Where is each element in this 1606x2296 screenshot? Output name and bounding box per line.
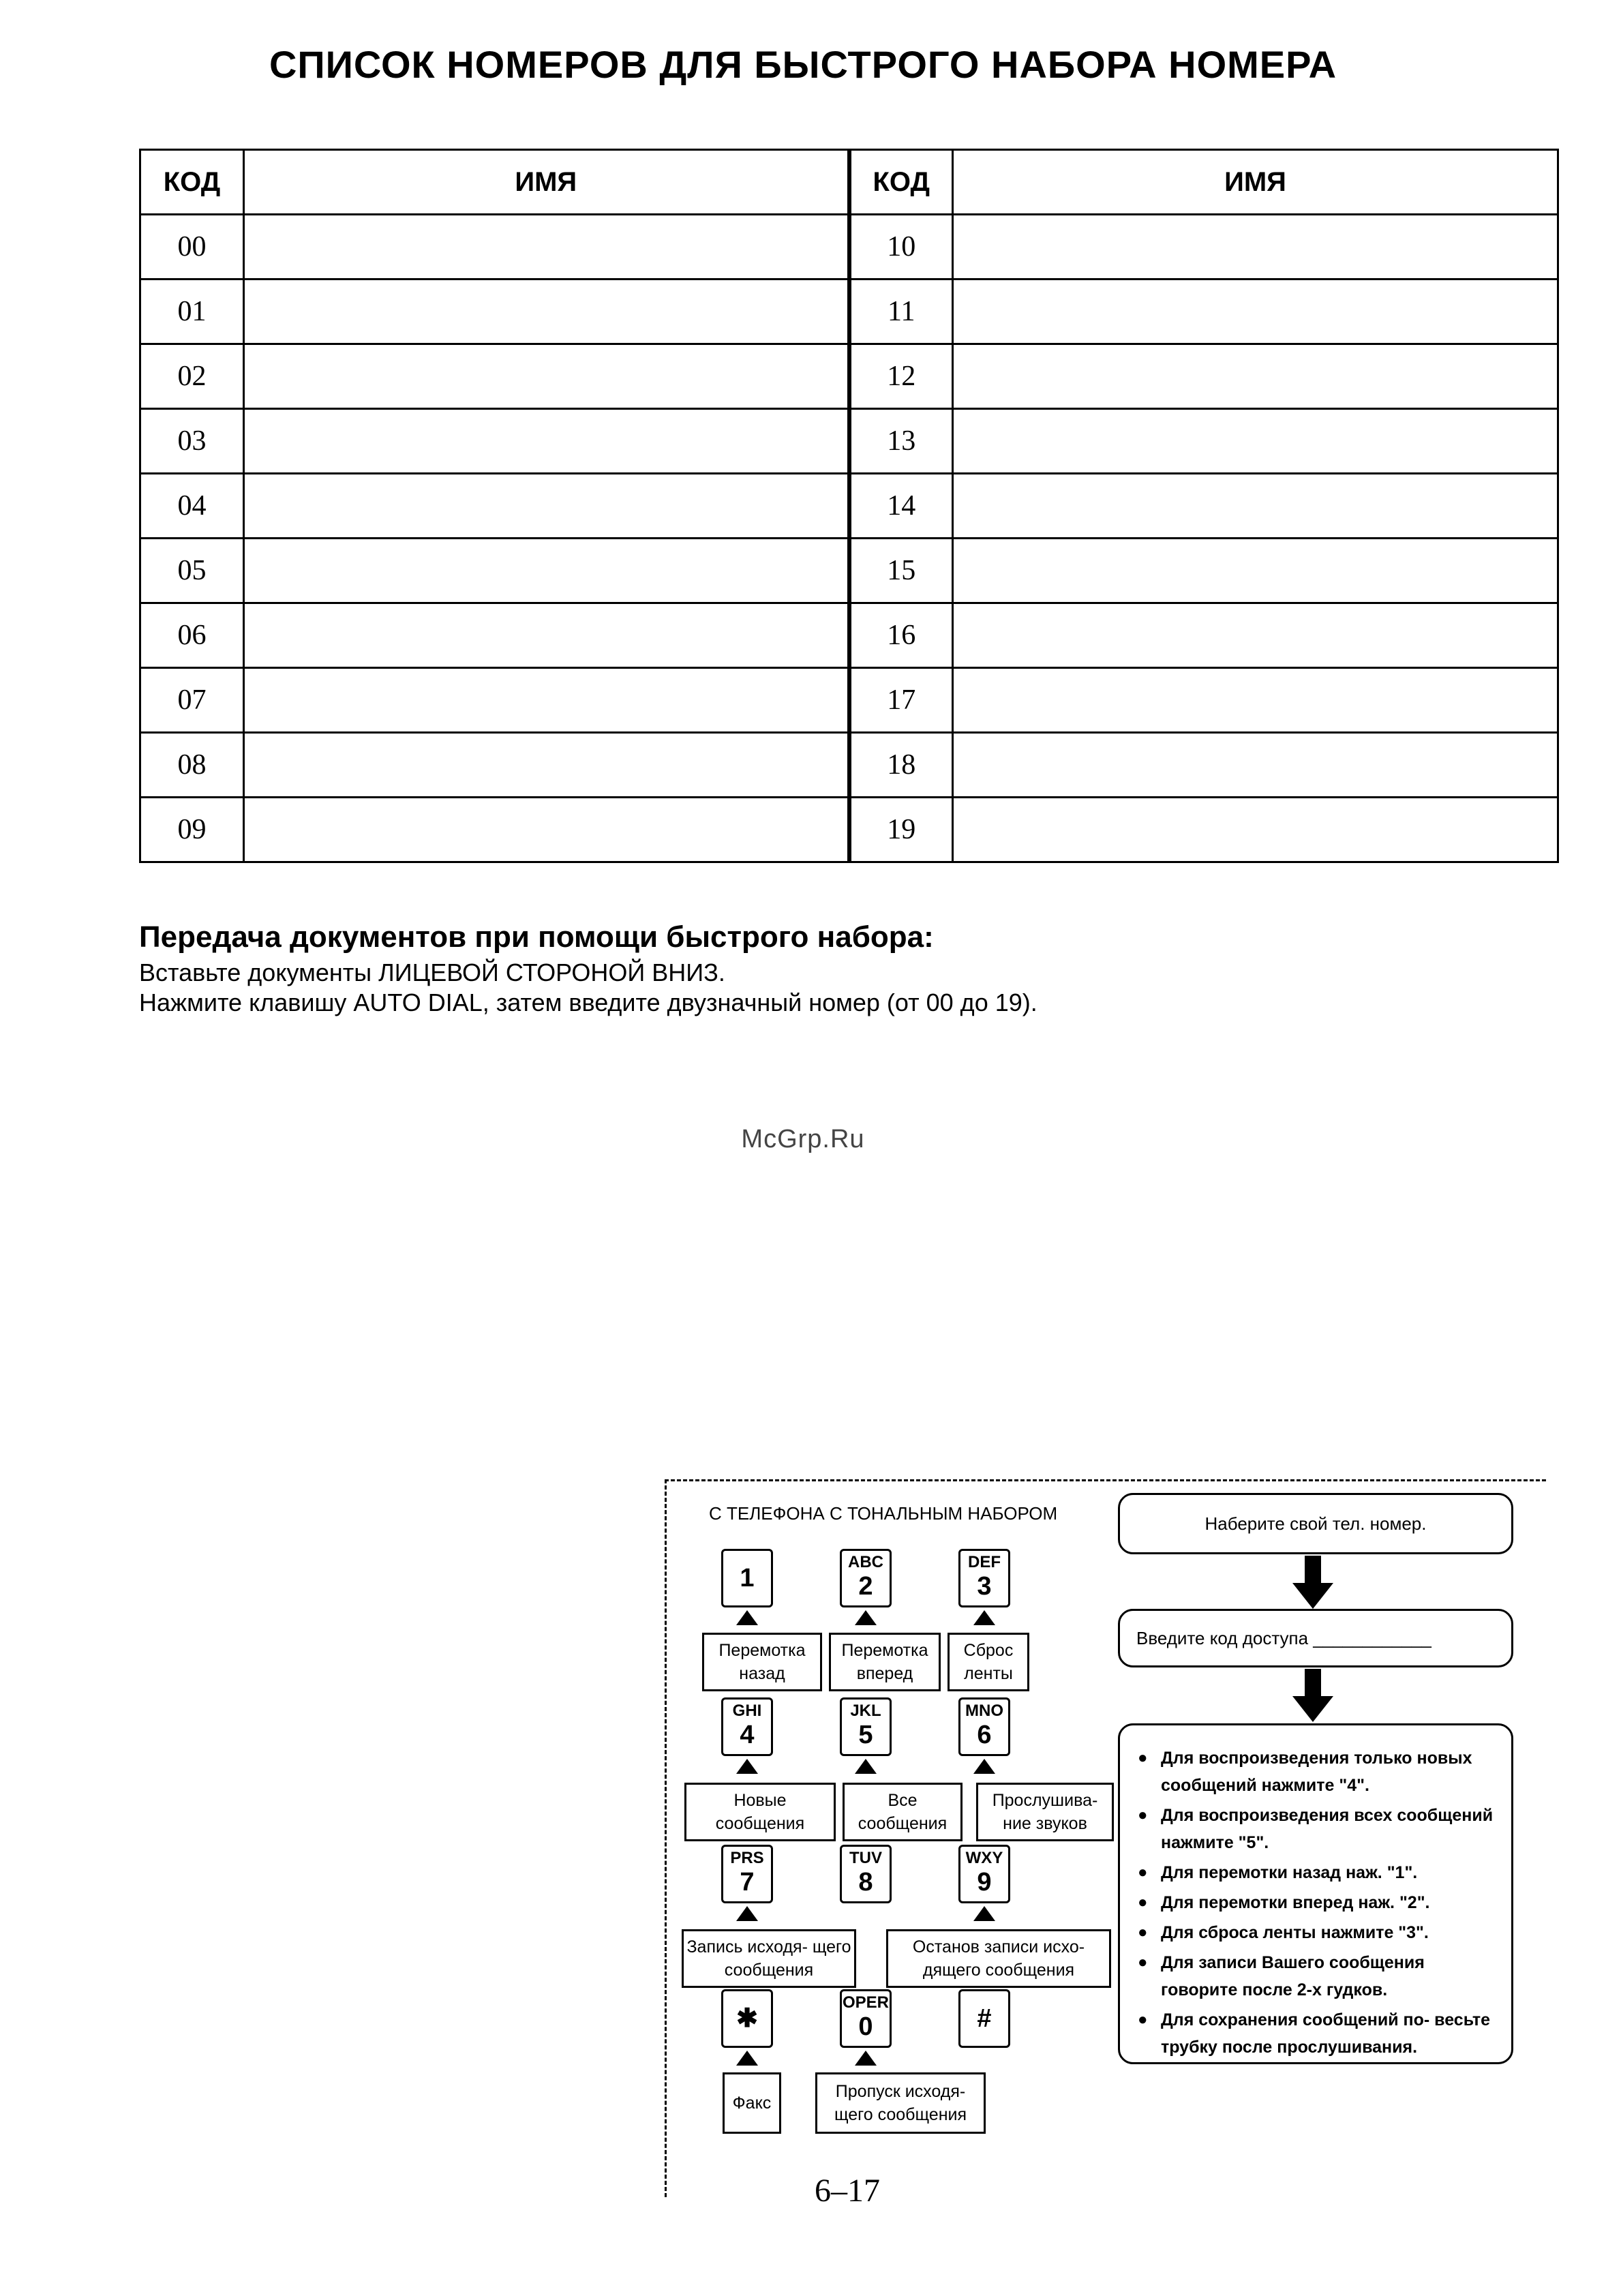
keypad-key: [958, 1989, 1010, 2048]
code-cell: 06: [140, 603, 244, 668]
header-name-right: ИМЯ: [953, 150, 1558, 215]
table-row: [140, 798, 1558, 862]
keypad-key: [721, 1697, 773, 1756]
keypad-key: [721, 1845, 773, 1903]
name-cell: [244, 409, 849, 474]
code-cell: 02: [140, 344, 244, 409]
name-cell: [953, 215, 1558, 280]
key-digit: 7: [740, 1868, 755, 1897]
name-cell: [244, 798, 849, 862]
code-cell: 08: [140, 733, 244, 798]
code-cell: 05: [140, 539, 244, 603]
note-item: ● Для воспроизведения только новых сообщений нажмите "4".: [1138, 1744, 1498, 1799]
code-cell: 00: [140, 215, 244, 280]
key-letters: TUV: [849, 1849, 882, 1867]
keypad-key: [958, 1549, 1010, 1607]
key-digit: 4: [740, 1721, 755, 1749]
pointer-arrow-icon: [736, 2051, 758, 2066]
key-letters: DEF: [968, 1553, 1001, 1571]
table-row: [140, 344, 1558, 409]
table-row: [140, 539, 1558, 603]
code-cell: 03: [140, 409, 244, 474]
label-rewind: Перемотка назад: [702, 1633, 822, 1691]
note-item: ● Для перемотки назад наж. "1".: [1138, 1859, 1498, 1886]
note-item: ● Для перемотки вперед наж. "2".: [1138, 1889, 1498, 1916]
keypad-key: [958, 1697, 1010, 1756]
table-row: [140, 215, 1558, 280]
name-cell: [953, 733, 1558, 798]
speed-dial-table: [139, 149, 1559, 863]
keypad-key: [721, 1549, 773, 1607]
code-cell: 18: [849, 733, 953, 798]
name-cell: [244, 733, 849, 798]
key-letters: MNO: [965, 1702, 1003, 1720]
code-cell: 01: [140, 280, 244, 344]
code-cell: 12: [849, 344, 953, 409]
label-record-greeting: Запись исходя- щего сообщения: [682, 1929, 856, 1988]
keypad-key: [840, 1989, 892, 2048]
step-dial-number: Наберите свой тел. номер.: [1118, 1493, 1513, 1554]
name-cell: [953, 409, 1558, 474]
table-row: [140, 409, 1558, 474]
keypad-key: [721, 1989, 773, 2048]
label-all-messages: Все сообщения: [843, 1783, 963, 1841]
table-row: [140, 603, 1558, 668]
note-item: ● Для записи Вашего сообщения говорите после 2-х гудков.: [1138, 1949, 1498, 2004]
instruction-line: Нажмите клавишу AUTO DIAL, затем введите двузначный номер (от 00 до 19).: [139, 988, 1037, 1016]
name-cell: [953, 344, 1558, 409]
label-skip-greeting: Пропуск исходя- щего сообщения: [815, 2072, 986, 2134]
code-cell: 16: [849, 603, 953, 668]
table-row: [140, 733, 1558, 798]
code-cell: 10: [849, 215, 953, 280]
label-reset-tape: Сброс ленты: [948, 1633, 1029, 1691]
pointer-arrow-icon: [736, 1610, 758, 1625]
name-cell: [953, 798, 1558, 862]
key-digit: 6: [977, 1721, 992, 1749]
remote-notes: [1118, 1723, 1513, 2064]
page-title: СПИСОК НОМЕРОВ ДЛЯ БЫСТРОГО НАБОРА НОМЕРА: [269, 43, 1337, 86]
note-item: ● Для воспроизведения всех сообщений нажмите "5".: [1138, 1802, 1498, 1856]
key-digit: ✱: [736, 2004, 758, 2033]
name-cell: [953, 280, 1558, 344]
name-cell: [244, 280, 849, 344]
name-cell: [244, 474, 849, 539]
name-cell: [953, 474, 1558, 539]
label-fast-forward: Перемотка вперед: [829, 1633, 941, 1691]
pointer-arrow-icon: [855, 2051, 877, 2066]
note-item: ● Для сохранения сообщений по- весьте трубку после прослушивания.: [1138, 2006, 1498, 2061]
key-letters: PRS: [730, 1849, 764, 1867]
header-code-left: КОД: [140, 150, 244, 215]
pointer-arrow-icon: [973, 1906, 995, 1921]
page-number: 6–17: [815, 2173, 880, 2209]
watermark: McGrp.Ru: [741, 1125, 865, 1153]
code-cell: 19: [849, 798, 953, 862]
key-letters: GHI: [732, 1702, 762, 1720]
table-row: [140, 668, 1558, 733]
name-cell: [953, 603, 1558, 668]
pointer-arrow-icon: [736, 1759, 758, 1774]
code-cell: 07: [140, 668, 244, 733]
instruction-line: Вставьте документы ЛИЦЕВОЙ СТОРОНОЙ ВНИЗ.: [139, 958, 725, 986]
code-cell: 09: [140, 798, 244, 862]
flow-arrow-icon: [1292, 1669, 1333, 1722]
keypad-key: [840, 1697, 892, 1756]
pointer-arrow-icon: [855, 1759, 877, 1774]
key-digit: 9: [977, 1868, 992, 1897]
keypad-key: [840, 1549, 892, 1607]
key-digit: 3: [977, 1572, 992, 1601]
table-row: [140, 474, 1558, 539]
code-cell: 15: [849, 539, 953, 603]
key-digit: 8: [858, 1868, 873, 1897]
label-stop-greeting-record: Останов записи исхо- дящего сообщения: [886, 1929, 1111, 1988]
pointer-arrow-icon: [736, 1906, 758, 1921]
table-row: [140, 280, 1558, 344]
pointer-arrow-icon: [973, 1610, 995, 1625]
pointer-arrow-icon: [855, 1610, 877, 1625]
flow-arrow-icon: [1292, 1556, 1333, 1609]
name-cell: [244, 215, 849, 280]
key-letters: JKL: [850, 1702, 881, 1720]
step-enter-access-code: Введите код доступа ____________: [1118, 1609, 1513, 1667]
key-letters: OPER: [842, 1993, 889, 2012]
keypad-key: [840, 1845, 892, 1903]
code-cell: 13: [849, 409, 953, 474]
key-letters: ABC: [848, 1553, 883, 1571]
label-fax: Факс: [723, 2072, 781, 2134]
note-item: ● Для сброса ленты нажмите "3".: [1138, 1919, 1498, 1946]
pointer-arrow-icon: [973, 1759, 995, 1774]
key-digit: 5: [858, 1721, 873, 1749]
keypad-key: [958, 1845, 1010, 1903]
header-name-left: ИМЯ: [244, 150, 849, 215]
code-cell: 11: [849, 280, 953, 344]
name-cell: [244, 344, 849, 409]
header-code-right: КОД: [849, 150, 953, 215]
label-room-monitor: Прослушива- ние звуков: [976, 1783, 1114, 1841]
name-cell: [244, 539, 849, 603]
key-letters: WXY: [965, 1849, 1003, 1867]
name-cell: [244, 603, 849, 668]
code-cell: 14: [849, 474, 953, 539]
remote-panel-title: С ТЕЛЕФОНА С ТОНАЛЬНЫМ НАБОРОМ: [709, 1503, 1058, 1524]
label-new-messages: Новые сообщения: [684, 1783, 836, 1841]
key-digit: 0: [858, 2012, 873, 2041]
key-digit: #: [977, 2004, 992, 2033]
table-header-row: [140, 150, 1558, 215]
name-cell: [244, 668, 849, 733]
name-cell: [953, 668, 1558, 733]
name-cell: [953, 539, 1558, 603]
instructions-heading: Передача документов при помощи быстрого набора:: [139, 920, 934, 954]
code-cell: 17: [849, 668, 953, 733]
key-digit: 2: [858, 1572, 873, 1601]
key-digit: 1: [740, 1564, 755, 1592]
code-cell: 04: [140, 474, 244, 539]
